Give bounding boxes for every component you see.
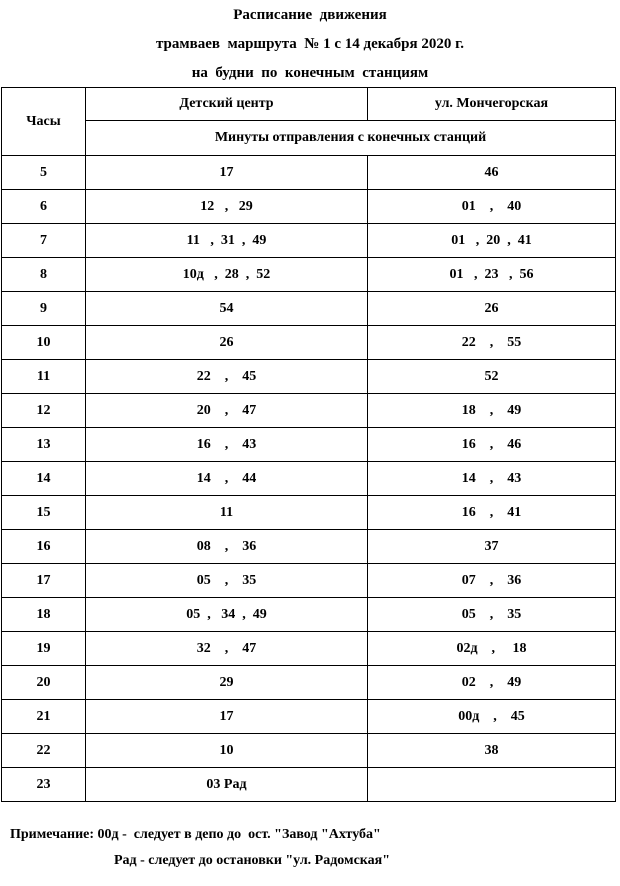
table-row: [2, 190, 616, 224]
hour-cell: 5: [2, 156, 86, 190]
stop-a-minutes: 08 , 36: [86, 530, 368, 564]
table-row: [2, 666, 616, 700]
table-row: [2, 496, 616, 530]
table-row: [2, 564, 616, 598]
stop-b-minutes: 07 , 36: [368, 564, 616, 598]
table-row: [2, 394, 616, 428]
hour-cell: 23: [2, 768, 86, 802]
hour-cell: 6: [2, 190, 86, 224]
stop-a-minutes: 05 , 34 , 49: [86, 598, 368, 632]
stop-a-minutes: 26: [86, 326, 368, 360]
hour-cell: 17: [2, 564, 86, 598]
hour-cell: 21: [2, 700, 86, 734]
hour-cell: 20: [2, 666, 86, 700]
stop-b-minutes: 22 , 55: [368, 326, 616, 360]
stop-b-minutes: 01 , 40: [368, 190, 616, 224]
hours-column-header: Часы: [2, 88, 86, 156]
stop-a-minutes: 14 , 44: [86, 462, 368, 496]
stop-a-minutes: 17: [86, 156, 368, 190]
stop-a-minutes: 10д , 28 , 52: [86, 258, 368, 292]
hour-cell: 11: [2, 360, 86, 394]
table-row: [2, 224, 616, 258]
hour-cell: 8: [2, 258, 86, 292]
stop-b-minutes: 38: [368, 734, 616, 768]
table-row: [2, 326, 616, 360]
table-row: [2, 462, 616, 496]
table-row: [2, 598, 616, 632]
schedule-route-line: трамваев маршрута № 1 с 14 декабря 2020 г.: [155, 36, 464, 52]
table-row: [2, 428, 616, 462]
stop-a-minutes: 32 , 47: [86, 632, 368, 666]
table-row: [2, 734, 616, 768]
stop-a-minutes: 29: [86, 666, 368, 700]
table-row: [2, 700, 616, 734]
hour-cell: 14: [2, 462, 86, 496]
table-row: [2, 530, 616, 564]
stop-a-minutes: 54: [86, 292, 368, 326]
stop-b-header: ул. Мончегорская: [368, 88, 616, 121]
hour-cell: 9: [2, 292, 86, 326]
hour-cell: 16: [2, 530, 86, 564]
hour-cell: 12: [2, 394, 86, 428]
table-row: [2, 768, 616, 802]
stop-a-minutes: 05 , 35: [86, 564, 368, 598]
stop-b-minutes: [368, 768, 616, 802]
stop-a-minutes: 10: [86, 734, 368, 768]
hour-cell: 13: [2, 428, 86, 462]
stop-b-minutes: 05 , 35: [368, 598, 616, 632]
table-row: [2, 156, 616, 190]
stop-b-minutes: 16 , 46: [368, 428, 616, 462]
hour-cell: 15: [2, 496, 86, 530]
table-row: [2, 258, 616, 292]
stop-a-minutes: 03 Рад: [86, 768, 368, 802]
stop-b-minutes: 02 , 49: [368, 666, 616, 700]
table-header-row: [2, 88, 616, 121]
stop-a-header: Детский центр: [86, 88, 368, 121]
stop-b-minutes: 52: [368, 360, 616, 394]
stop-a-minutes: 17: [86, 700, 368, 734]
stop-b-minutes: 01 , 23 , 56: [368, 258, 616, 292]
minutes-subheader: Минуты отправления с конечных станций: [86, 121, 616, 156]
stop-a-minutes: 12 , 29: [86, 190, 368, 224]
stop-b-minutes: 02д , 18: [368, 632, 616, 666]
table-subheader-row: [2, 121, 616, 156]
stop-b-minutes: 00д , 45: [368, 700, 616, 734]
table-row: [2, 292, 616, 326]
stop-b-minutes: 14 , 43: [368, 462, 616, 496]
note-radomskaya: Рад - следует до остановки "ул. Радомская": [114, 853, 390, 868]
stop-b-minutes: 37: [368, 530, 616, 564]
stop-b-minutes: 16 , 41: [368, 496, 616, 530]
stop-a-minutes: 22 , 45: [86, 360, 368, 394]
stop-b-minutes: 46: [368, 156, 616, 190]
stop-b-minutes: 26: [368, 292, 616, 326]
hour-cell: 19: [2, 632, 86, 666]
stop-a-minutes: 20 , 47: [86, 394, 368, 428]
table-row: [2, 632, 616, 666]
stop-b-minutes: 01 , 20 , 41: [368, 224, 616, 258]
timetable: [1, 87, 616, 802]
schedule-day-type-line: на будни по конечным станциям: [191, 65, 429, 81]
note-depot: Примечание: 00д - следует в депо до ост. "Завод "Ахтуба": [10, 827, 381, 842]
table-row: [2, 360, 616, 394]
hour-cell: 7: [2, 224, 86, 258]
schedule-title: Расписание движения: [233, 7, 387, 23]
stop-a-minutes: 11 , 31 , 49: [86, 224, 368, 258]
stop-a-minutes: 11: [86, 496, 368, 530]
stop-a-minutes: 16 , 43: [86, 428, 368, 462]
hour-cell: 18: [2, 598, 86, 632]
stop-b-minutes: 18 , 49: [368, 394, 616, 428]
hour-cell: 22: [2, 734, 86, 768]
hour-cell: 10: [2, 326, 86, 360]
